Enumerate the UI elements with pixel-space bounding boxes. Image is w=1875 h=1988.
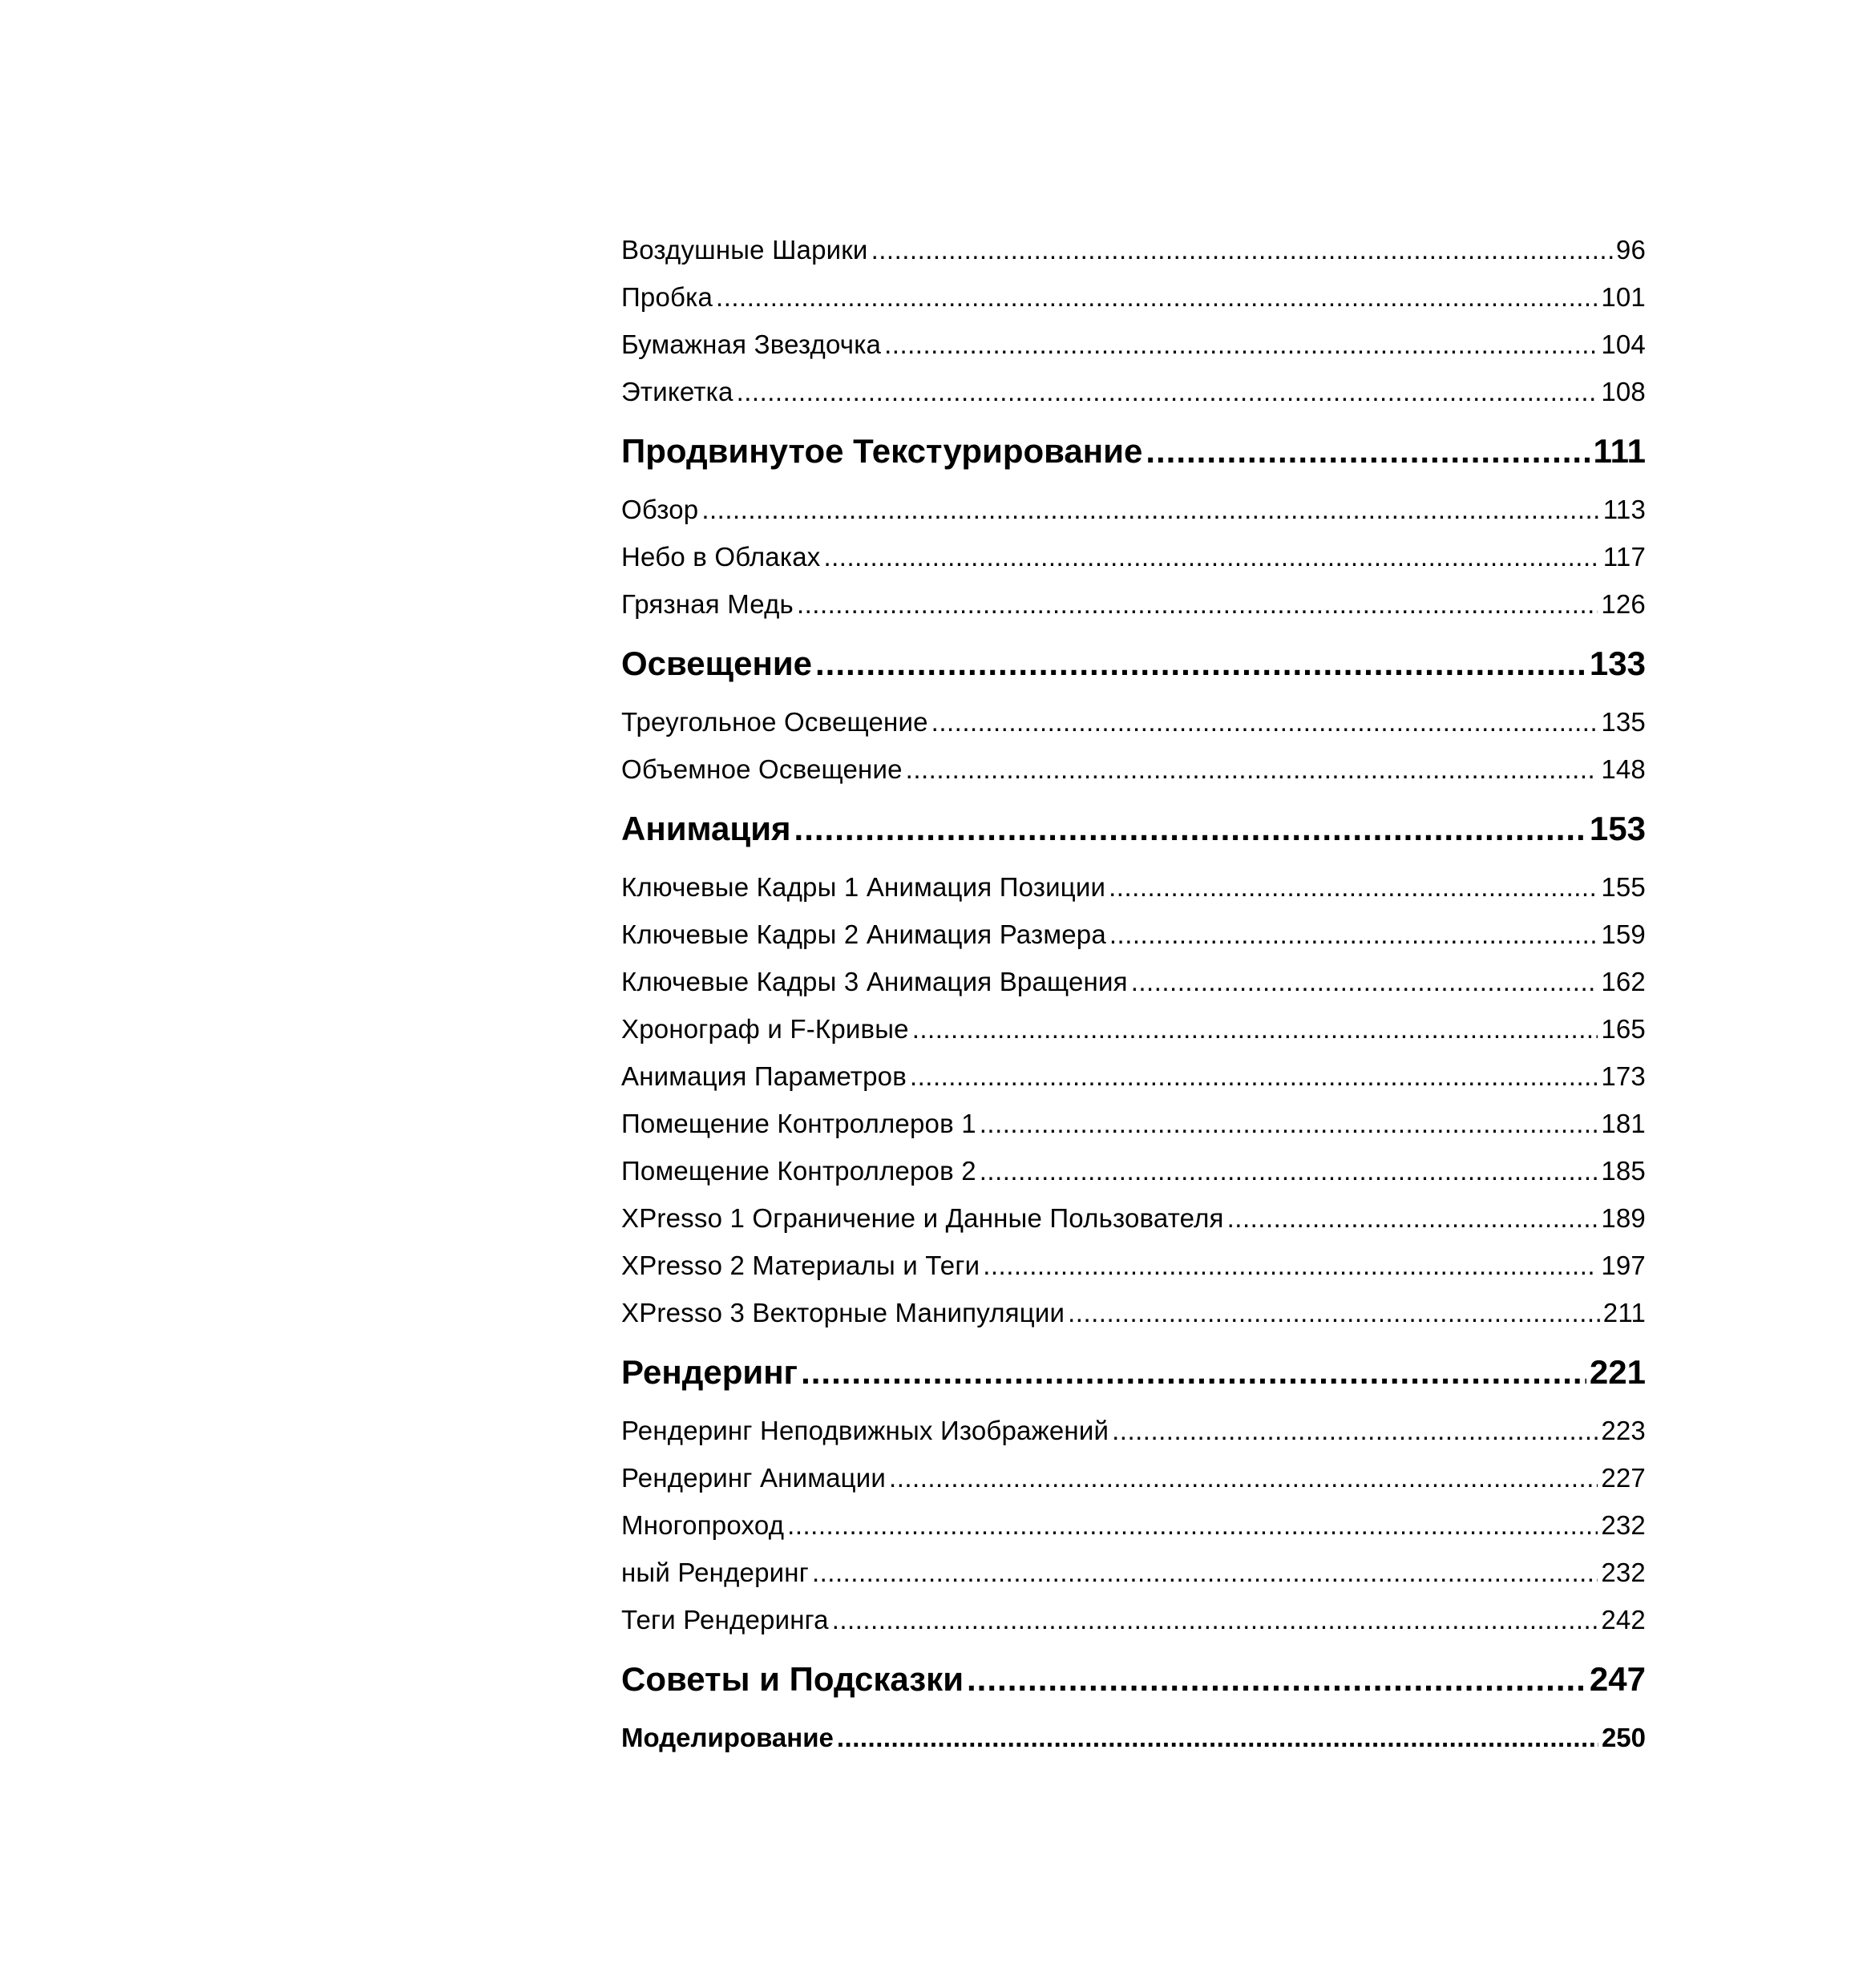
toc-entry-title: Помещение Контроллеров 1 xyxy=(621,1109,976,1138)
toc-entry xyxy=(621,1005,1646,1053)
dot-leader xyxy=(884,321,1598,368)
toc-entry-title: Многопроход xyxy=(621,1510,785,1540)
toc-entry-page: 135 xyxy=(1601,707,1646,737)
toc-entry-page: 108 xyxy=(1601,377,1646,406)
dot-leader xyxy=(701,486,1599,533)
toc-entry xyxy=(621,486,1646,533)
toc-entry-title: Воздушные Шарики xyxy=(621,235,868,265)
toc-entry-page: 117 xyxy=(1602,542,1646,572)
dot-leader xyxy=(910,1053,1598,1100)
toc-entry-page: 223 xyxy=(1601,1416,1646,1445)
toc-entry xyxy=(621,911,1646,958)
dot-leader xyxy=(980,1147,1598,1194)
toc-entry-page: 181 xyxy=(1601,1109,1646,1138)
toc-entry-title: XPresso 1 Ограничение и Данные Пользователя xyxy=(621,1203,1224,1233)
dot-leader xyxy=(967,1645,1586,1714)
toc-entry-title: Анимация Параметров xyxy=(621,1061,907,1091)
toc-entry-title: XPresso 2 Материалы и Теги xyxy=(621,1251,980,1280)
toc-entry xyxy=(621,1147,1646,1194)
toc-entry xyxy=(621,863,1646,911)
dot-leader xyxy=(1068,1289,1600,1336)
toc-entry-page: 104 xyxy=(1601,329,1646,359)
dot-leader xyxy=(832,1596,1598,1643)
toc-entry-page: 232 xyxy=(1601,1558,1646,1587)
toc-section-title: Рендеринг xyxy=(621,1353,798,1391)
toc-entry-title: Ключевые Кадры 1 Анимация Позиции xyxy=(621,872,1106,902)
toc-section-heading xyxy=(621,629,1646,698)
toc-entry-title: Небо в Облаках xyxy=(621,542,821,572)
toc-entry xyxy=(621,1100,1646,1147)
toc-entry-page: 159 xyxy=(1601,919,1646,949)
toc-section-page: 153 xyxy=(1589,810,1646,847)
toc-entry-title: Пробка xyxy=(621,282,713,312)
toc-section-page: 221 xyxy=(1589,1353,1646,1391)
toc-section-heading xyxy=(621,794,1646,863)
dot-leader xyxy=(980,1100,1598,1147)
toc-entry xyxy=(621,1053,1646,1100)
dot-leader xyxy=(812,1549,1598,1596)
toc-entry xyxy=(621,1501,1646,1549)
toc-entry-title: ный Рендеринг xyxy=(621,1558,809,1587)
toc-entry-page: 189 xyxy=(1601,1203,1646,1233)
dot-leader xyxy=(1227,1194,1598,1242)
toc-entry-page: 197 xyxy=(1601,1251,1646,1280)
toc-entry-page: 148 xyxy=(1601,754,1646,784)
toc-entry xyxy=(621,1289,1646,1336)
toc-entry xyxy=(621,273,1646,321)
dot-leader xyxy=(889,1454,1598,1501)
dot-leader xyxy=(801,1338,1586,1407)
toc-entry xyxy=(621,1194,1646,1242)
toc-section-heading xyxy=(621,1645,1646,1714)
toc-entry-title: Этикетка xyxy=(621,377,733,406)
toc-entry-title: Помещение Контроллеров 2 xyxy=(621,1156,976,1186)
toc-entry-page: 101 xyxy=(1601,282,1646,312)
dot-leader xyxy=(983,1242,1598,1289)
toc-entry-page: 232 xyxy=(1601,1510,1646,1540)
toc-entry xyxy=(621,958,1646,1005)
toc-entry xyxy=(621,580,1646,628)
dot-leader xyxy=(1109,863,1598,911)
toc-entry-page: 173 xyxy=(1601,1061,1646,1091)
toc-entry-title: Рендеринг Неподвижных Изображений xyxy=(621,1416,1109,1445)
toc-section-page: 247 xyxy=(1589,1660,1646,1698)
dot-leader xyxy=(931,698,1598,746)
toc-entry-title: Ключевые Кадры 3 Анимация Вращения xyxy=(621,967,1128,996)
dot-leader xyxy=(815,629,1586,698)
dot-leader xyxy=(823,533,1599,580)
toc-entry xyxy=(621,321,1646,368)
dot-leader xyxy=(737,368,1598,415)
toc-entry-title: XPresso 3 Векторные Манипуляции xyxy=(621,1298,1065,1327)
toc-entry-title: Грязная Медь xyxy=(621,589,794,619)
toc-entry-title: Бумажная Звездочка xyxy=(621,329,882,359)
dot-leader xyxy=(716,273,1598,321)
toc-entry-page: 242 xyxy=(1601,1605,1646,1634)
toc-entry xyxy=(621,746,1646,793)
dot-leader xyxy=(1131,958,1598,1005)
toc-entry-page: 250 xyxy=(1601,1723,1646,1752)
toc-entry xyxy=(621,368,1646,415)
toc-entry-page: 165 xyxy=(1601,1014,1646,1044)
toc-entry xyxy=(621,533,1646,580)
toc-entry xyxy=(621,1596,1646,1643)
toc-entry-page: 113 xyxy=(1602,495,1646,524)
toc-entry xyxy=(621,1407,1646,1454)
toc-entry-page: 96 xyxy=(1615,235,1646,265)
toc-entry-title: Объемное Освещение xyxy=(621,754,903,784)
toc-entry-title: Обзор xyxy=(621,495,699,524)
dot-leader xyxy=(794,794,1586,863)
toc-entry-page: 227 xyxy=(1601,1463,1646,1493)
dot-leader xyxy=(912,1005,1598,1053)
dot-leader xyxy=(787,1501,1598,1549)
toc-entry-title: Рендеринг Анимации xyxy=(621,1463,887,1493)
toc-section-title: Продвинутое Текстурирование xyxy=(621,432,1143,470)
toc-entry xyxy=(621,226,1646,273)
dot-leader xyxy=(906,746,1598,793)
toc-entry-page: 126 xyxy=(1601,589,1646,619)
toc-section-title: Советы и Подсказки xyxy=(621,1660,964,1698)
dot-leader xyxy=(797,580,1598,628)
toc-section-heading xyxy=(621,1338,1646,1407)
toc-section-title: Анимация xyxy=(621,810,791,847)
toc-entry xyxy=(621,1549,1646,1596)
dot-leader xyxy=(1112,1407,1598,1454)
toc-section-heading xyxy=(621,417,1646,486)
dot-leader xyxy=(1109,911,1598,958)
dot-leader xyxy=(871,226,1613,273)
toc-entry xyxy=(621,1242,1646,1289)
toc-entry-title: Хронограф и F-Кривые xyxy=(621,1014,909,1044)
toc-entry-title: Моделирование xyxy=(621,1723,834,1752)
toc-section-title: Освещение xyxy=(621,644,812,682)
toc-entry-page: 211 xyxy=(1602,1298,1646,1327)
toc-entry xyxy=(621,1714,1646,1761)
toc-entry xyxy=(621,1454,1646,1501)
toc-entry-page: 162 xyxy=(1601,967,1646,996)
toc-entry-title: Теги Рендеринга xyxy=(621,1605,829,1634)
toc-entry xyxy=(621,698,1646,746)
toc-section-page: 111 xyxy=(1593,432,1646,470)
dot-leader xyxy=(1146,417,1590,486)
toc-entry-title: Ключевые Кадры 2 Анимация Размера xyxy=(621,919,1106,949)
toc-section-page: 133 xyxy=(1589,644,1646,682)
toc-entry-page: 185 xyxy=(1601,1156,1646,1186)
dot-leader xyxy=(837,1714,1598,1761)
table-of-contents xyxy=(621,226,1646,1761)
toc-entry-page: 155 xyxy=(1601,872,1646,902)
toc-entry-title: Треугольное Освещение xyxy=(621,707,928,737)
